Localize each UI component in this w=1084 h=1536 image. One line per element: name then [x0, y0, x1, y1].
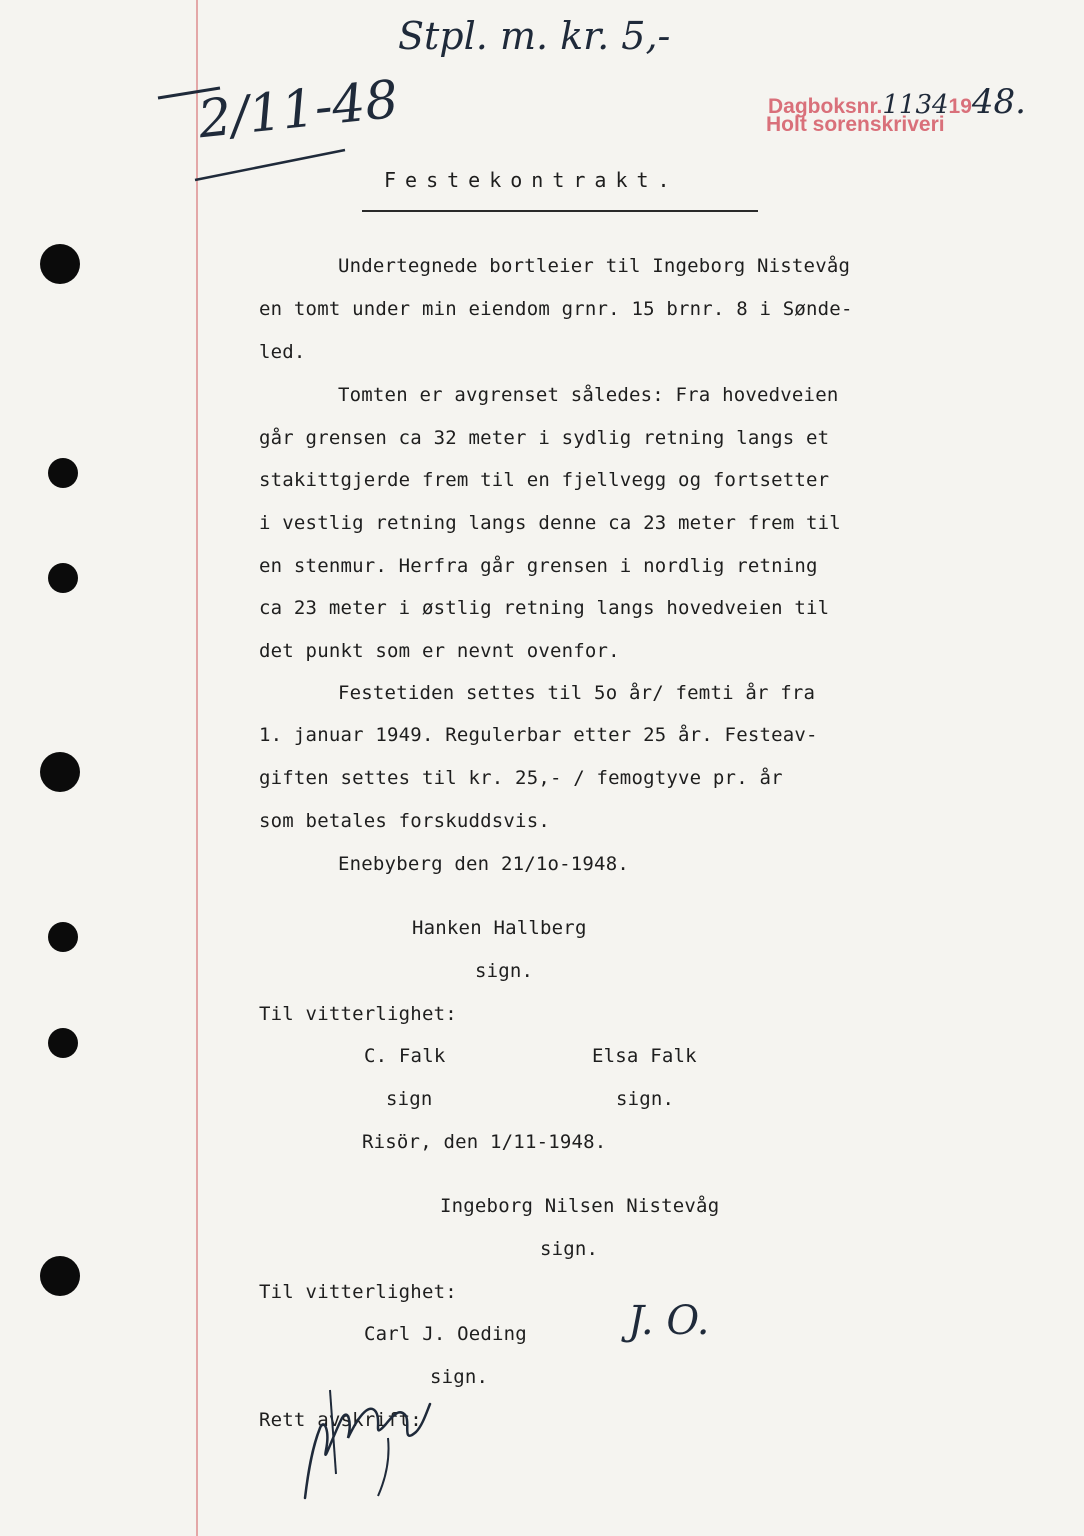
handwritten-stamp-fee: Stpl. m. kr. 5,-: [398, 14, 671, 58]
title-underline: [362, 210, 758, 212]
signatory-name: Ingeborg Nilsen Nistevåg: [440, 1195, 720, 1217]
witness-heading: Til vitterlighet:: [259, 1281, 457, 1303]
text-line: Festetiden settes til 5o år/ femti år fra: [338, 682, 816, 704]
text-line: en stenmur. Herfra går grensen i nordlig retning: [259, 555, 818, 577]
punch-hole: [48, 1028, 78, 1058]
sign-mark: sign.: [540, 1238, 599, 1260]
witness-name: C. Falk: [364, 1045, 446, 1067]
place-date-line: Risör, den 1/11-1948.: [362, 1131, 607, 1153]
sign-mark: sign.: [430, 1366, 489, 1388]
handwritten-initials: J. O.: [628, 1298, 710, 1344]
witness-name: Carl J. Oeding: [364, 1323, 527, 1345]
text-line: en tomt under min eiendom grnr. 15 brnr. 8 i Sønde-: [259, 298, 853, 320]
text-line: som betales forskuddsvis.: [259, 810, 550, 832]
signatory-name: Hanken Hallberg: [412, 917, 587, 939]
text-line: Tomten er avgrenset således: Fra hovedveien: [338, 384, 839, 406]
stamp-prefix: Dagboksnr.: [768, 95, 883, 118]
text-line: i vestlig retning langs denne ca 23 meter frem til: [259, 512, 841, 534]
punch-hole: [48, 922, 78, 952]
handwritten-signature: [290, 1378, 440, 1508]
witness-name: Elsa Falk: [592, 1045, 697, 1067]
witness-heading: Til vitterlighet:: [259, 1003, 457, 1025]
text-line: Undertegnede bortleier til Ingeborg Nistevåg: [338, 255, 851, 277]
sign-mark: sign.: [475, 960, 534, 982]
margin-line: [196, 0, 198, 1536]
punch-hole: [40, 752, 80, 792]
stamp-number: 1134: [882, 90, 949, 120]
punch-hole: [40, 1256, 80, 1296]
sign-mark: sign.: [616, 1088, 675, 1110]
stamp-year-printed: 19: [948, 95, 972, 118]
certified-copy-label: Rett avskrift:: [259, 1409, 422, 1431]
text-line: led.: [259, 341, 306, 363]
text-line: 1. januar 1949. Regulerbar etter 25 år. Festeav-: [259, 724, 818, 746]
handwritten-strokes: [150, 80, 360, 190]
text-line: det punkt som er nevnt ovenfor.: [259, 640, 620, 662]
stamp-year-written: 48.: [971, 82, 1026, 122]
punch-hole: [48, 458, 78, 488]
document-title: Festekontrakt.: [384, 168, 679, 192]
text-line: stakittgjerde frem til en fjellvegg og fortsetter: [259, 469, 830, 491]
text-line: giften settes til kr. 25,- / femogtyve pr. år: [259, 767, 783, 789]
punch-hole: [48, 563, 78, 593]
registry-stamp-office: Holt sorenskriveri: [766, 113, 945, 136]
place-date-line: Enebyberg den 21/1o-1948.: [338, 853, 629, 875]
text-line: ca 23 meter i østlig retning langs hovedveien til: [259, 597, 830, 619]
punch-hole: [40, 244, 80, 284]
text-line: går grensen ca 32 meter i sydlig retning langs et: [259, 427, 830, 449]
handwritten-date: 2/11-48: [195, 69, 402, 151]
sign-mark: sign: [386, 1088, 433, 1110]
